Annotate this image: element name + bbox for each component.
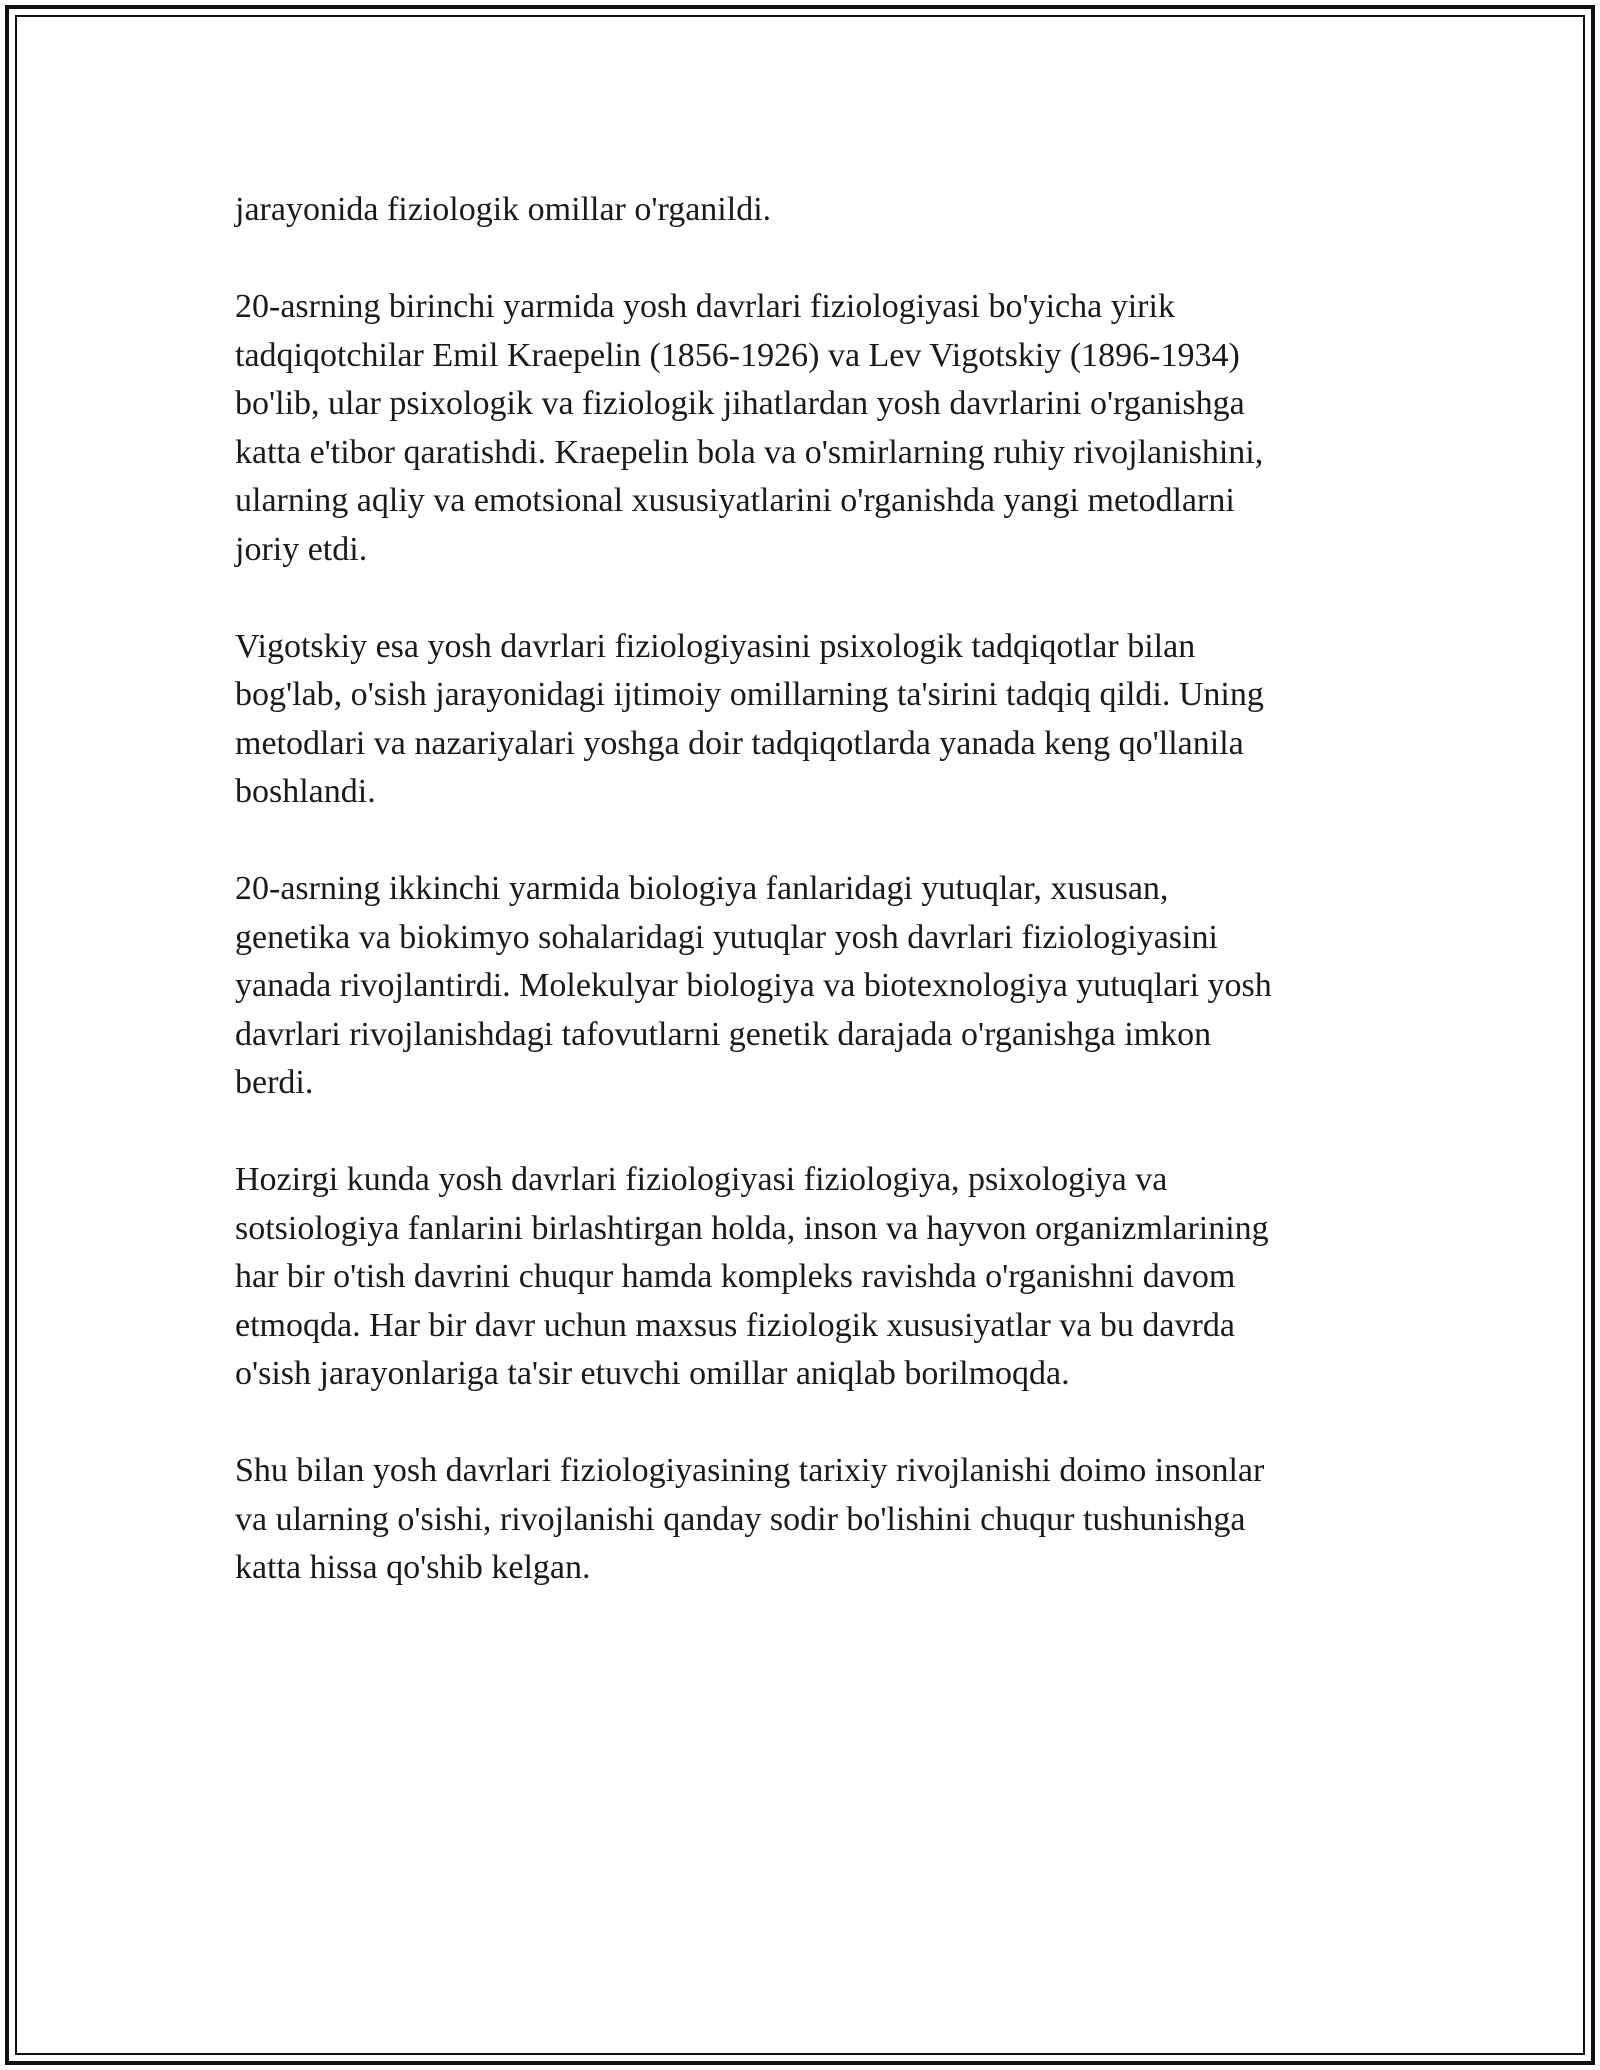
- paragraph-2: 20-asrning birinchi yarmida yosh davrlari fiziologiyasi bo'yicha yirik tadqiqotchilar Emil Kraepelin (1856-1926) va Lev Vigotskiy (1896-1934) bo'lib, ular psixologik va fiziologik jihatlardan yosh davrlarini o'rganishga katta e'tibor qaratishdi. Kraepelin bola va o'smirlarning ruhiy rivojlanishini, ularning aqliy va emotsional xususiyatlarini o'rganishda yangi metodlarni joriy etdi.: [235, 288, 1264, 568]
- document-body: [235, 186, 1375, 1641]
- paragraph-6: Shu bilan yosh davrlari fiziologiyasining tarixiy rivojlanishi doimo insonlar va ularning o'sishi, rivojlanishi qanday sodir bo'lishini chuqur tushunishga katta hissa qo'shib kelgan.: [235, 1452, 1265, 1586]
- paragraph-3: Vigotskiy esa yosh davrlari fiziologiyasini psixologik tadqiqotlar bilan bog'lab, o'sish jarayonidagi ijtimoiy omillarning ta'sirini tadqiq qildi. Uning metodlari va nazariyalari yoshga doir tadqiqotlarda yanada keng qo'llanila boshlandi.: [235, 627, 1264, 810]
- paragraph-1: jarayonida fiziologik omillar o'rganildi.: [235, 191, 772, 228]
- paragraph-4: 20-asrning ikkinchi yarmida biologiya fanlaridagi yutuqlar, xususan, genetika va biokimyo sohalaridagi yutuqlar yosh davrlari fiziologiyasini yanada rivojlantirdi. Molekulyar biologiya va biotexnologiya yutuqlari yosh davrlari rivojlanishdagi tafovutlarni genetik darajada o'rganishga imkon berdi.: [235, 870, 1272, 1101]
- paragraph-5: Hozirgi kunda yosh davrlari fiziologiyasi fiziologiya, psixologiya va sotsiologiya fanlarini birlashtirgan holda, inson va hayvon organizmlarining har bir o'tish davrini chuqur hamda kompleks ravishda o'rganishni davom etmoqda. Har bir davr uchun maxsus fiziologik xususiyatlar va bu davrda o'sish jarayonlariga ta'sir etuvchi omillar aniqlab borilmoqda.: [235, 1161, 1269, 1392]
